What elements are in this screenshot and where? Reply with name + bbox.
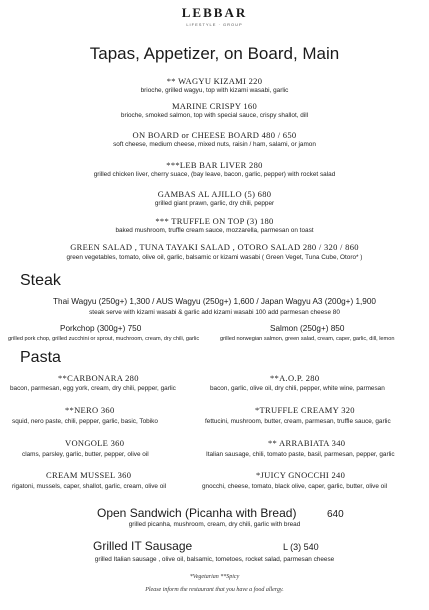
- sausage-desc: grilled Italian sausage , olive oil, balsamic, tometoes, rocket salad, parmesan cheese: [94, 556, 335, 563]
- pasta-item-name: VONGOLE 360: [65, 438, 125, 448]
- pasta-item-desc: bacon, parmesan, egg york, cream, dry chili, pepper, garlic: [10, 385, 176, 392]
- steak-salmon: Salmon (250g+) 850: [270, 324, 345, 333]
- pasta-item-name: *JUICY GNOCCHI 240: [256, 470, 346, 480]
- tapas-item-name: GAMBAS AL AJILLO (5) 680: [157, 189, 272, 199]
- pasta-item-desc: bacon, garlic, olive oil, dry chili, pepper, white wine, parmesan: [210, 385, 385, 392]
- pasta-item-desc: rigatoni, mussels, caper, shallot, garlic, cream, olive oil: [12, 483, 167, 490]
- footer-allergy-note: Please inform the restaurant that you have a food allergy.: [145, 587, 284, 593]
- tapas-item-name: ***LEB BAR LIVER 280: [166, 160, 263, 170]
- pasta-item-name: **NERO 360: [65, 405, 115, 415]
- steak-wagyu-line: Thai Wagyu (250g+) 1,300 / AUS Wagyu (250g+) 1,600 / Japan Wagyu A3 (200g+) 1,900: [53, 297, 376, 306]
- steak-salmon-desc: grilled norwegian salmon, green salad, cream, caper, garlic, dill, lemon: [220, 336, 395, 342]
- sausage-name: Grilled IT Sausage: [93, 539, 193, 553]
- pasta-item-desc: squid, nero paste, chili, pepper, garlic, basic, Tobiko: [12, 418, 158, 425]
- pasta-heading: Pasta: [20, 349, 61, 366]
- pasta-item-desc: Italian sausage, chili, tomato paste, basil, parmesan, pepper, garlic: [206, 451, 395, 458]
- tapas-item-name: GREEN SALAD , TUNA TAYAKI SALAD , OTORO SALAD 280 / 320 / 860: [70, 242, 359, 252]
- pasta-item-desc: fettucini, mushroom, butter, cream, parmesan, truffle sauce, garlic: [205, 418, 391, 425]
- steak-porkchop: Porkchop (300g+) 750: [60, 324, 142, 333]
- tapas-item-name: *** TRUFFLE ON TOP (3) 180: [155, 216, 274, 226]
- steak-wagyu-desc: steak serve with kizami wasabi & garlic add kizami wasabi 100 add parmesan cheese 80: [89, 309, 340, 316]
- tapas-item-desc: green vegetables, tomato, olive oil, garlic, balsamic or kizami wasabi ( Green Veget, Tuna Cube, Otoro* ): [66, 254, 363, 261]
- tapas-item-name: ON BOARD or CHEESE BOARD 480 / 650: [132, 130, 297, 140]
- tapas-item-desc: brioche, grilled wagyu, top with kizami wasabi, garlic: [140, 87, 289, 94]
- logo: LEBBAR: [181, 5, 248, 20]
- tapas-item-desc: brioche, smoked salmon, top with special sauce, crispy shallot, dill: [120, 112, 309, 119]
- tapas-item-desc: grilled giant prawn, garlic, dry chili, pepper: [154, 200, 275, 207]
- pasta-item-name: **CARBONARA 280: [58, 373, 139, 383]
- sandwich-price: 640: [327, 509, 344, 520]
- pasta-item-name: *TRUFFLE CREAMY 320: [255, 405, 355, 415]
- pasta-item-desc: clams, parsley, garlic, butter, pepper, olive oil: [22, 451, 149, 458]
- sandwich-name: Open Sandwich (Picanha with Bread): [97, 506, 297, 520]
- pasta-item-desc: gnocchi, cheese, tomato, black olive, caper, garlic, butter, olive oil: [202, 483, 388, 490]
- logo-tagline: LIFESTYLE · GROUP: [186, 22, 243, 27]
- tapas-item-name: ** WAGYU KIZAMI 220: [166, 76, 263, 86]
- page-title: Tapas, Appetizer, on Board, Main: [89, 44, 340, 63]
- pasta-item-name: **A.O.P. 280: [270, 373, 320, 383]
- pasta-item-name: ** ARRABIATA 340: [268, 438, 346, 448]
- tapas-item-desc: baked mushroom, truffle cream sauce, mozzarella, parmesan on toast: [115, 227, 314, 234]
- steak-heading: Steak: [20, 272, 61, 289]
- tapas-item-desc: soft cheese, medium cheese, mixed nuts, raisin / ham, salami, or jamon: [113, 141, 316, 148]
- tapas-item-desc: grilled chicken liver, cherry suace, (bay leave, bacon, garlic, pepper) with rocket salad: [93, 171, 336, 178]
- steak-porkchop-desc: grilled pork chop, grilled zucchini or sprout, muchroom, cream, dry chili, garlic: [8, 336, 200, 342]
- sandwich-desc: grilled picanha, mushroom, cream, dry chili, garlic with bread: [128, 521, 301, 528]
- pasta-item-name: CREAM MUSSEL 360: [46, 470, 132, 480]
- footer-legend: *Vegetarian **Spicy: [189, 574, 240, 580]
- sausage-price: L (3) 540: [283, 542, 319, 552]
- tapas-item-name: MARINE CRISPY 160: [171, 101, 258, 111]
